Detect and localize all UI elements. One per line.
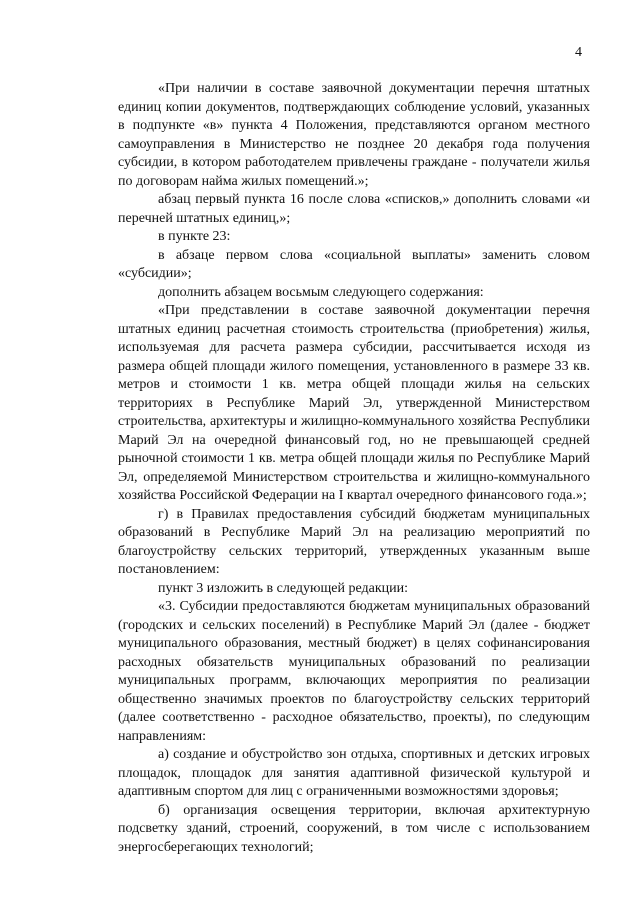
paragraph-clause-3: «3. Субсидии предоставляются бюджетам муниципальных образований (городских и сельских поселений) в Республике Марий Эл (далее - бюджет муниципального образования, местный бюджет) в целях софинансирования расходных обязательств муниципальных образований по реализации муниципальных программ, включающих мероприятия по реализации общественно значимых проектов по благоустройству сельских территорий (далее соответственно - расходное обязательство, проекты), по следующим направлениям: (118, 599, 590, 744)
paragraph-item-a: а) создание и обустройство зон отдыха, спортивных и детских игровых площадок, площадок для занятия адаптивной физической культурой и адаптивным спортом для лиц с ограниченными возможностями здоровья; (118, 747, 590, 799)
paragraph-item-g: г) в Правилах предоставления субсидий бюджетам муниципальных образований в Республике Марий Эл на реализацию мероприятий по благоустройству сельских территорий, утвержденных указанным выше постановлением: (118, 506, 590, 577)
paragraph-item-b: б) организация освещения территории, включая архитектурную подсветку зданий, строений, сооружений, в том числе с использованием энергосберегающих технологий; (118, 802, 590, 855)
document-body (118, 80, 590, 857)
paragraph-staff-documents: «При наличии в составе заявочной документации перечня штатных единиц копии документов, подтверждающих соблюдение условий, указанных в подпункте «в» пункта 4 Положения, представляются органом местного самоуправления в Министерство не позднее 20 декабря года получения субсидии, в котором работодателем привлечены граждане - получатели жилья по договорам найма жилых помещений.»; (118, 81, 590, 189)
paragraph-housing-cost: «При представлении в составе заявочной документации перечня штатных единиц расчетная стоимость строительства (приобретения) жилья, используемая для расчета размера субсидии, рассчитывается исходя из размера общей площади жилого помещения, установленного в размере 33 кв. метров и стоимости 1 кв. метра общей площади жилья на сельских территориях в Республике Марий Эл, утвержденной Министерством строительства, архитектуры и жилищно-коммунального хозяйства Республики Марий Эл на очередной финансовый год, но не превышающей средней рыночной стоимости 1 кв. метра общей площади жилья по Республике Марий Эл, определяемой Министерством строительства и жилищно-коммунального хозяйства Российской Федерации на I квартал очередного финансового года.»; (118, 303, 590, 503)
paragraph-clause-16: абзац первый пункта 16 после слова «списков,» дополнить словами «и перечней штатных единиц,»; (118, 192, 590, 226)
paragraph-replace-word: в абзаце первом слова «социальной выплаты» заменить словом «субсидии»; (118, 247, 590, 281)
page-number: 4 (575, 45, 582, 60)
paragraph-clause-3-intro: пункт 3 изложить в следующей редакции: (158, 580, 408, 596)
paragraph-clause-23: в пункте 23: (158, 229, 231, 244)
paragraph-add-eighth: дополнить абзацем восьмым следующего содержания: (158, 284, 484, 300)
